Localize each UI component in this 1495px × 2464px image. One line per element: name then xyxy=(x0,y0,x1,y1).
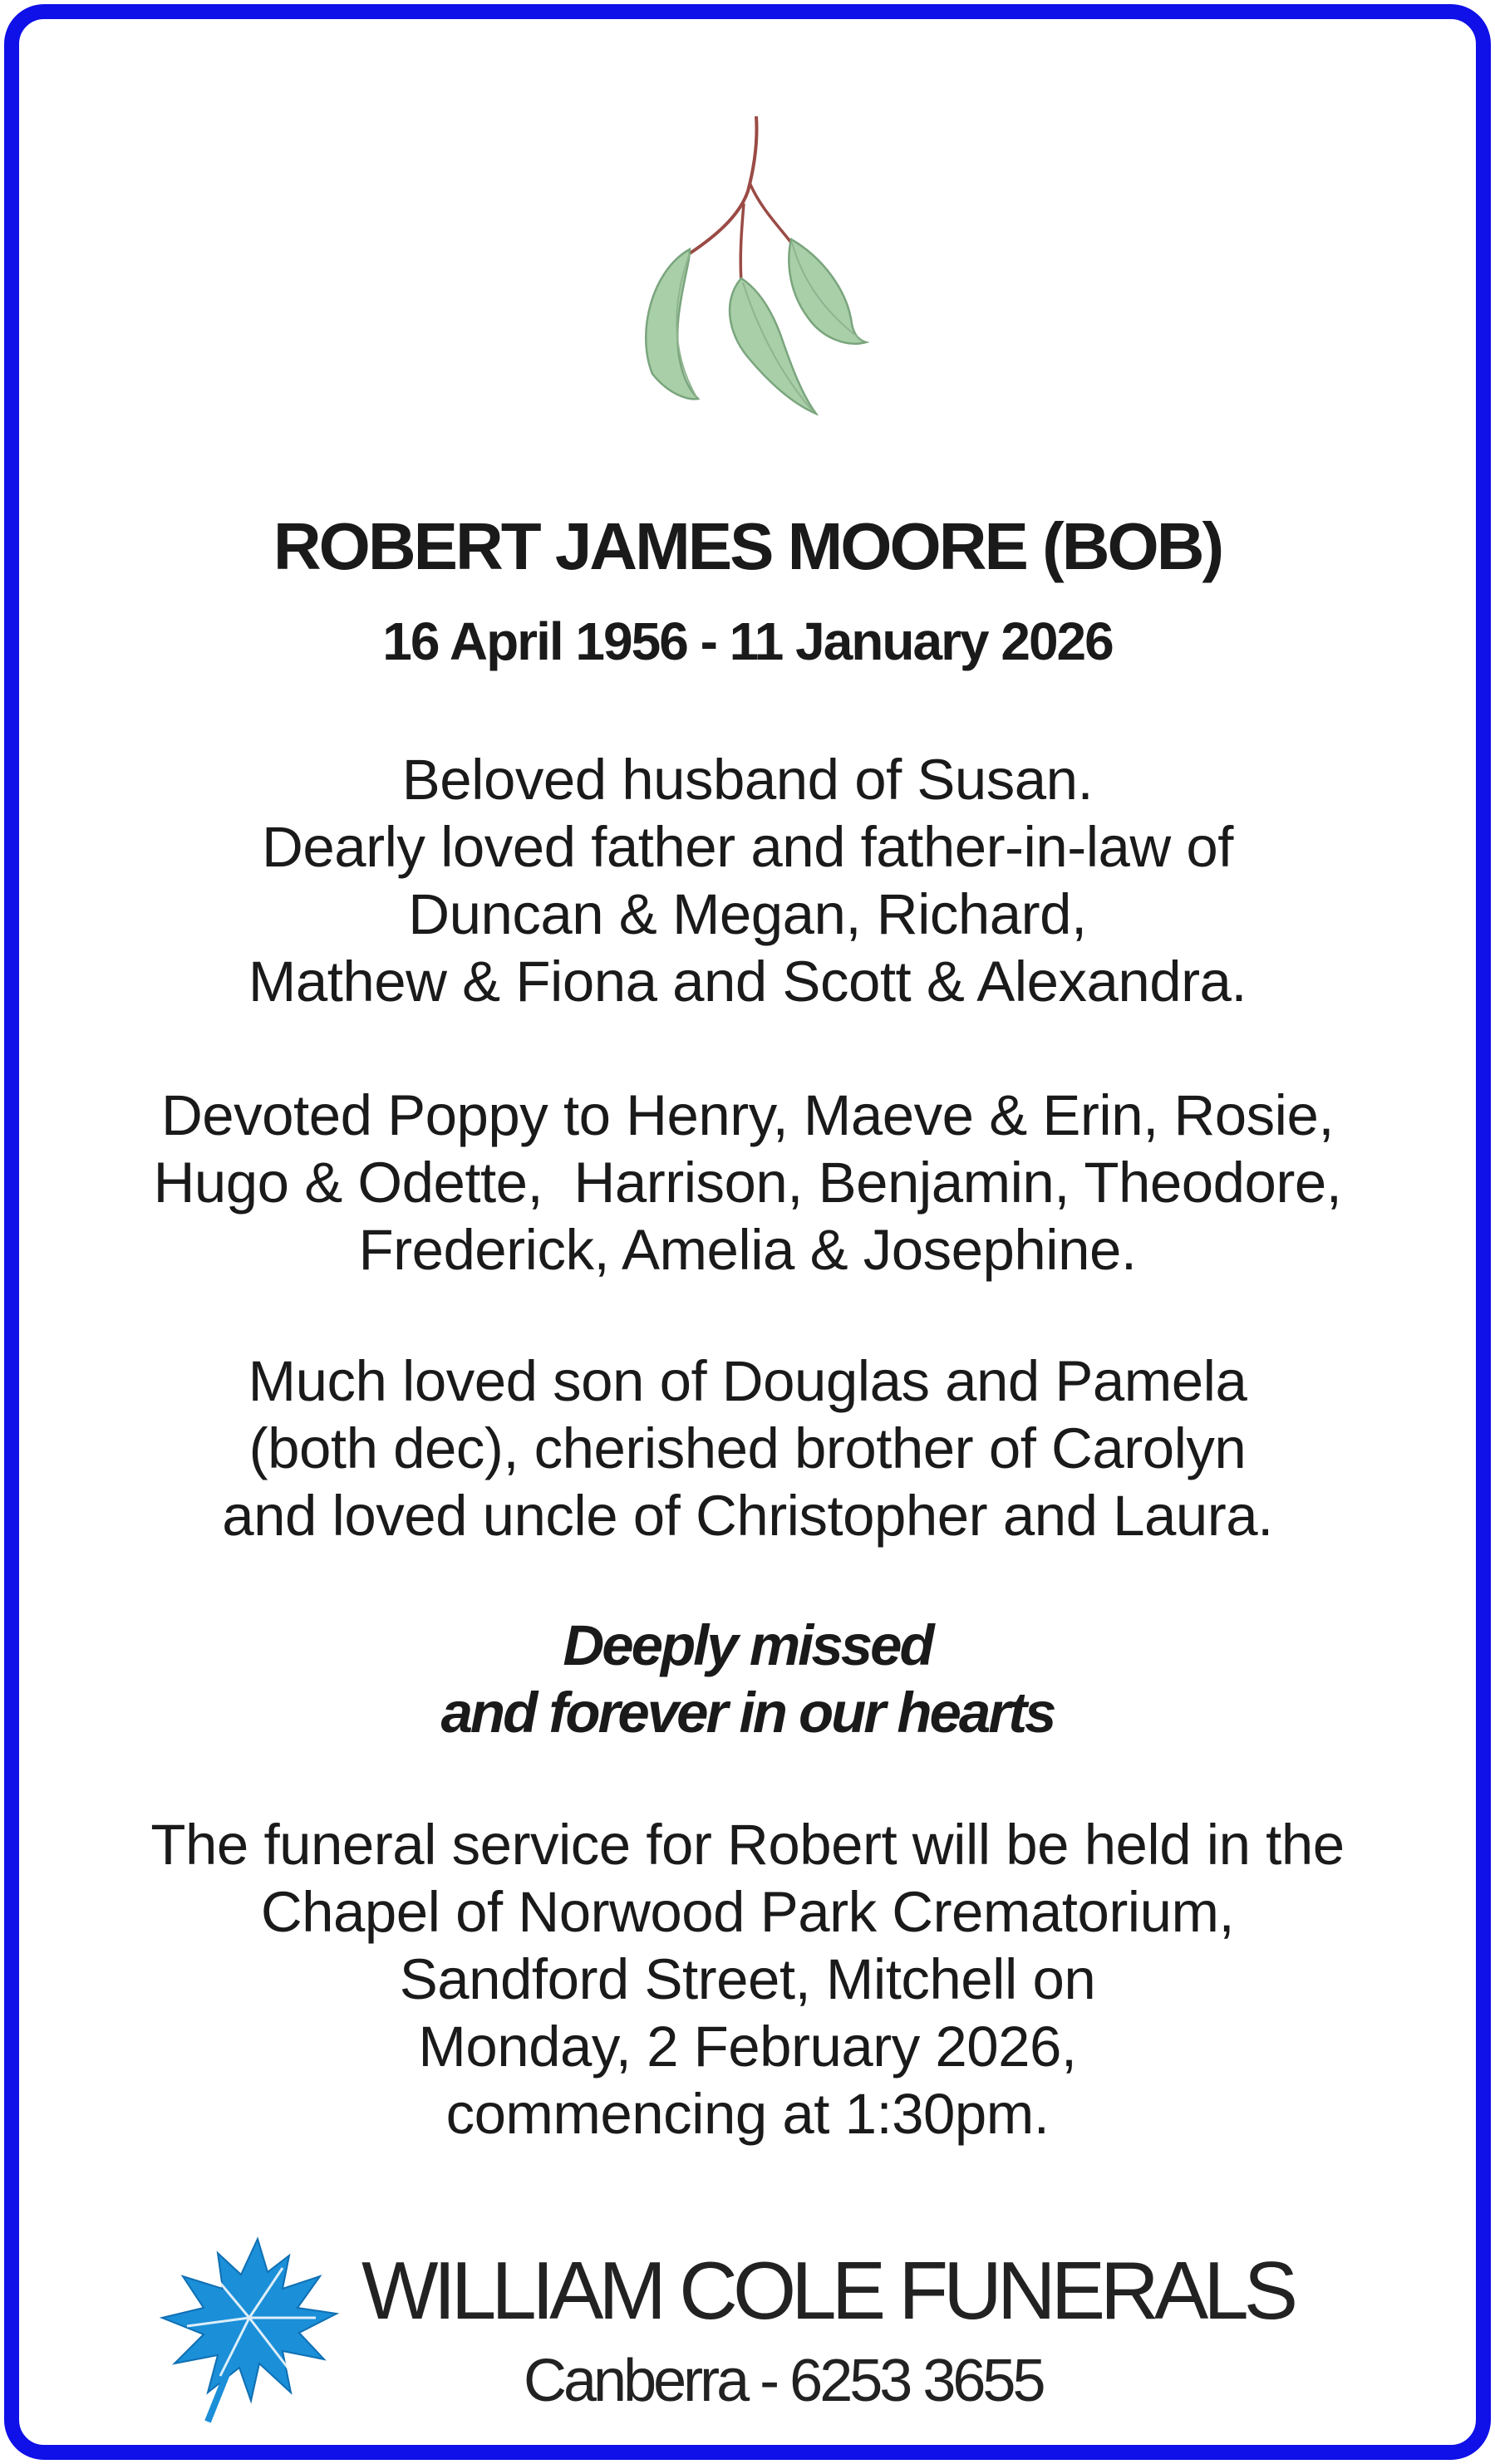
funeral-home-name: WILLIAM COLE FUNERALS xyxy=(361,2245,1294,2336)
maple-leaf-icon xyxy=(158,2235,341,2426)
text-line: Frederick, Amelia & Josephine. xyxy=(358,1218,1137,1282)
funeral-home-logo xyxy=(158,2235,1355,2426)
text-line: (both dec), cherished brother of Carolyn xyxy=(248,1416,1247,1480)
text-line: The funeral service for Robert will be held in the xyxy=(150,1813,1345,1877)
text-line: Mathew & Fiona and Scott & Alexandra. xyxy=(248,950,1247,1014)
text-line: Hugo & Odette, Harrison, Benjamin, Theodore, xyxy=(153,1151,1342,1215)
life-dates: 16 April 1956 - 11 January 2026 xyxy=(382,611,1113,671)
text-line: Much loved son of Douglas and Pamela xyxy=(248,1349,1247,1413)
funeral-details xyxy=(0,1811,1495,2147)
extended-family-paragraph xyxy=(0,1347,1495,1549)
text-line: and loved uncle of Christopher and Laura. xyxy=(222,1484,1273,1548)
text-line: Monday, 2 February 2026, xyxy=(418,2015,1077,2079)
family-paragraph xyxy=(0,746,1495,1015)
grandchildren-paragraph xyxy=(0,1082,1495,1284)
text-line: Sandford Street, Mitchell on xyxy=(399,1947,1096,2011)
text-line: commencing at 1:30pm. xyxy=(445,2082,1050,2146)
text-line: and forever in our hearts xyxy=(440,1681,1055,1745)
deceased-name: ROBERT JAMES MOORE (BOB) xyxy=(273,509,1222,583)
eucalyptus-leaves-icon xyxy=(573,100,906,415)
text-line: Chapel of Norwood Park Crematorium, xyxy=(260,1880,1235,1944)
text-line: Duncan & Megan, Richard, xyxy=(408,882,1087,946)
text-line: Beloved husband of Susan. xyxy=(401,748,1094,812)
text-line: Dearly loved father and father-in-law of xyxy=(262,815,1233,879)
text-line: Devoted Poppy to Henry, Maeve & Erin, Rosie, xyxy=(160,1083,1335,1147)
funeral-home-phone: Canberra - 6253 3655 xyxy=(524,2348,1043,2414)
text-line: Deeply missed xyxy=(563,1613,932,1677)
tribute-text xyxy=(0,1612,1495,1746)
